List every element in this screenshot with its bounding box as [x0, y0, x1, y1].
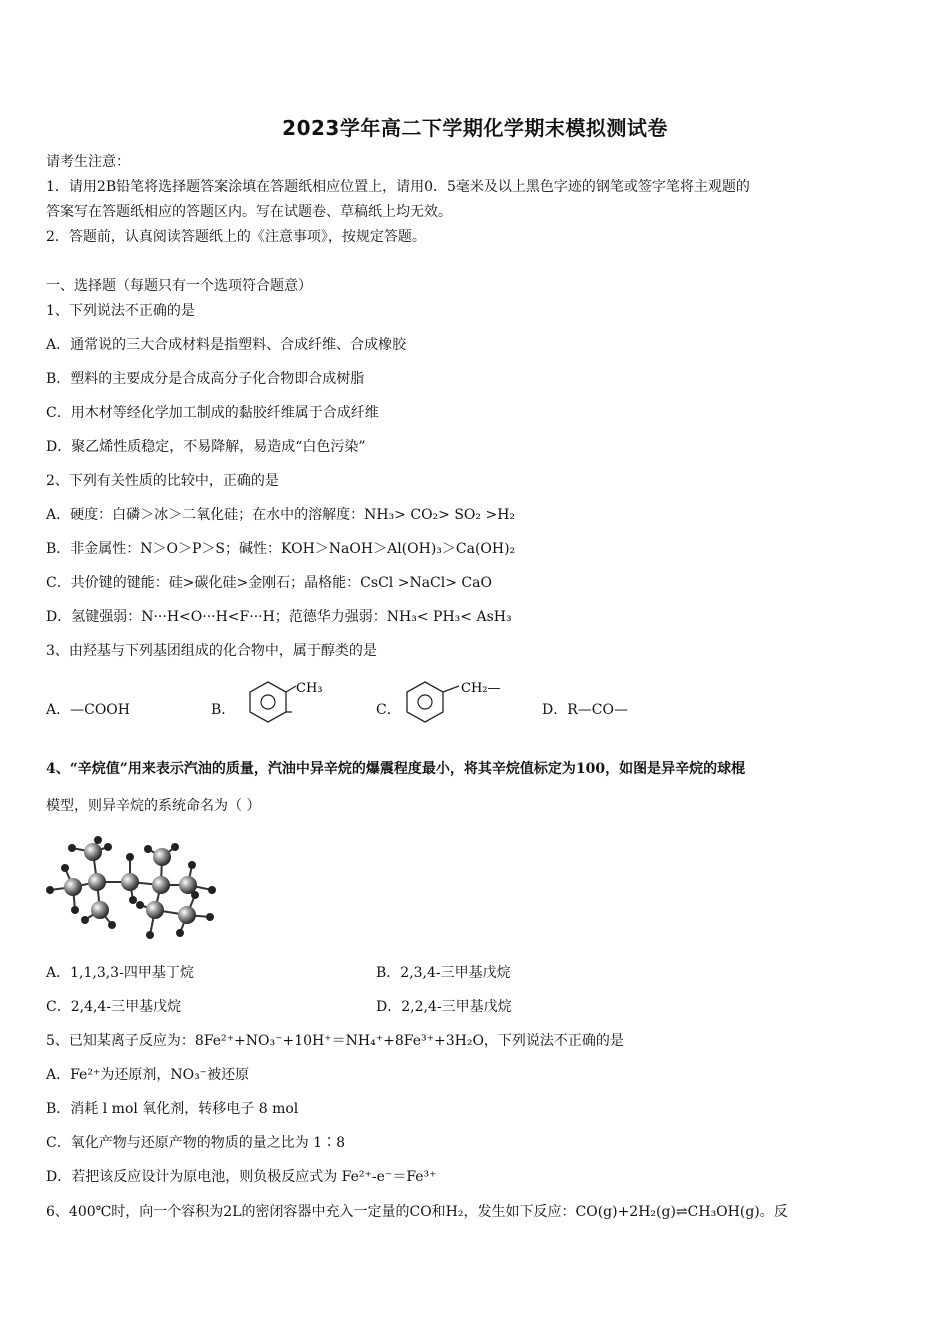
notice-item-1b: 答案写在答题纸相应的答题区内。写在试题卷、草稿纸上均无效。: [46, 204, 452, 220]
q4-stem-b: 模型，则异辛烷的系统命名为（ ）: [46, 798, 261, 814]
page-title: 2023学年高二下学期化学期末模拟测试卷: [282, 116, 668, 140]
q5-option-d: D．若把该反应设计为原电池，则负极反应式为 Fe²⁺-e⁻＝Fe³⁺: [46, 1169, 437, 1185]
q1-option-b: B．塑料的主要成分是合成高分子化合物即合成树脂: [46, 371, 365, 387]
q4-stem-a: 4、“辛烷值”用来表示汽油的质量，汽油中异辛烷的爆震程度最小，将其辛烷值标定为100，如图是异辛烷的球棍: [46, 761, 746, 777]
q6-stem: 6、400℃时，向一个容积为2L的密闭容器中充入一定量的CO和H₂，发生如下反应：CO(g)+2H₂(g)⇌CH₃OH(g)。反: [46, 1204, 788, 1220]
q4-option-b: B．2,3,4-三甲基戊烷: [376, 965, 511, 981]
notice-item-1a: 1．请用2B铅笔将选择题答案涂填在答题纸相应位置上，请用0．5毫米及以上黑色字迹的钢笔或签字笔将主观题的: [46, 179, 750, 195]
q5-option-b: B．消耗 l mol 氧化剂，转移电子 8 mol: [46, 1101, 299, 1117]
q5-option-a: A．Fe²⁺为还原剂，NO₃⁻被还原: [46, 1067, 250, 1083]
q2-option-b: B．非金属性：N＞O＞P＞S；碱性：KOH＞NaOH＞Al(OH)₃＞Ca(OH)₂: [46, 541, 516, 557]
q3-option-b-group: CH₃: [296, 681, 323, 696]
benzyl-structure-icon: [403, 676, 523, 726]
q2-option-d: D．氢键强弱：N···H<O···H<F···H；范德华力强弱：NH₃< PH₃< AsH₃: [46, 609, 512, 625]
q3-option-a: A．—COOH: [46, 702, 130, 718]
q4-option-a: A．1,1,3,3-四甲基丁烷: [46, 965, 194, 981]
q2-option-a: A．硬度：白磷＞冰＞二氧化硅；在水中的溶解度：NH₃> CO₂> SO₂ >H₂: [46, 507, 516, 523]
q3-option-d: D．R—CO—: [542, 702, 628, 718]
section-heading: 一、选择题（每题只有一个选项符合题意）: [46, 278, 312, 294]
q2-stem: 2、下列有关性质的比较中，正确的是: [46, 473, 279, 489]
isooctane-ball-stick-model: [40, 835, 230, 945]
toluene-structure-icon: [238, 676, 338, 726]
q1-option-d: D．聚乙烯性质稳定，不易降解，易造成“白色污染”: [46, 439, 366, 455]
q5-stem: 5、已知某离子反应为：8Fe²⁺+NO₃⁻+10H⁺＝NH₄⁺+8Fe³⁺+3H₂O，下列说法不正确的是: [46, 1033, 624, 1049]
notice-item-2: 2．答题前，认真阅读答题纸上的《注意事项》，按规定答题。: [46, 229, 426, 245]
q3-option-c-label: C．: [376, 702, 401, 718]
q1-option-c: C．用木材等经化学加工制成的黏胶纤维属于合成纤维: [46, 405, 379, 421]
q3-stem: 3、由羟基与下列基团组成的化合物中，属于醇类的是: [46, 643, 377, 659]
q2-option-c: C．共价键的键能：硅>碳化硅>金刚石；晶格能：CsCl >NaCl> CaO: [46, 575, 492, 591]
q4-option-c: C．2,4,4-三甲基戊烷: [46, 999, 182, 1015]
notice-heading: 请考生注意：: [46, 154, 130, 170]
q5-option-c: C．氧化产物与还原产物的物质的量之比为 1∶8: [46, 1135, 345, 1151]
q1-stem: 1、下列说法不正确的是: [46, 303, 195, 319]
q4-option-d: D．2,2,4-三甲基戊烷: [376, 999, 512, 1015]
q1-option-a: A．通常说的三大合成材料是指塑料、合成纤维、合成橡胶: [46, 337, 407, 353]
q3-option-b-label: B．: [211, 702, 236, 718]
q3-option-c-group: CH₂—: [461, 681, 501, 696]
